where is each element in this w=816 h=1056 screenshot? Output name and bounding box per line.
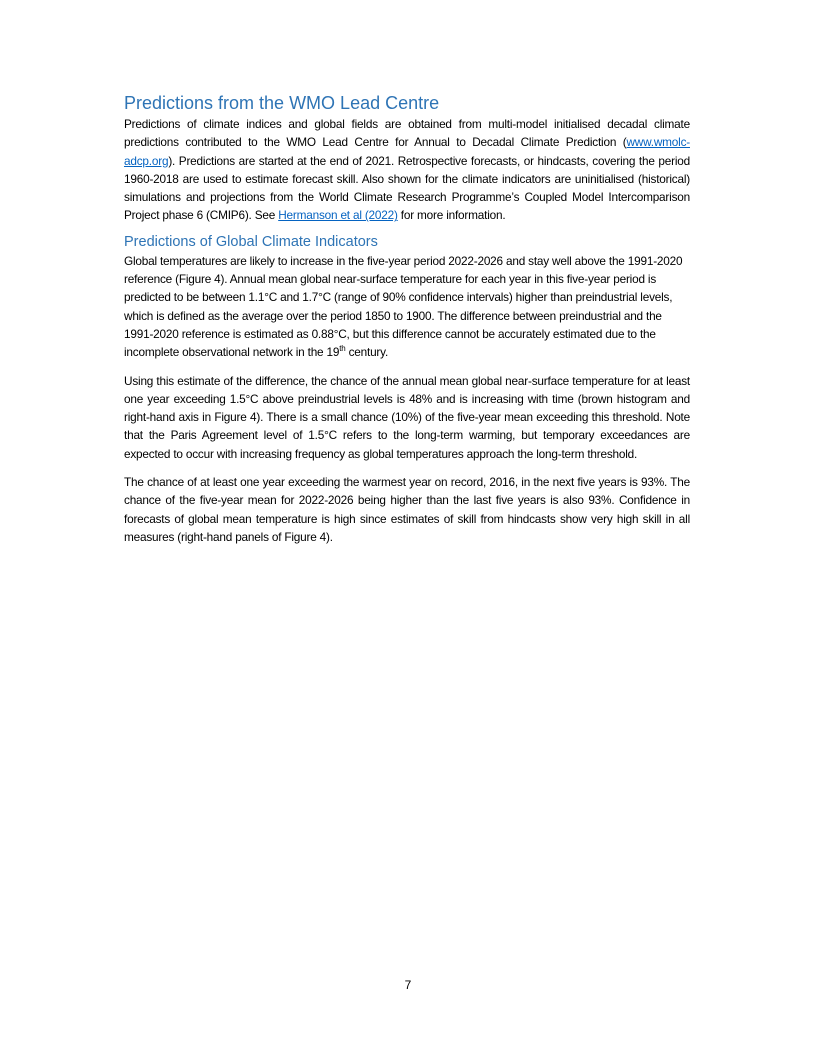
superscript-th: th [339, 344, 346, 354]
intro-paragraph [124, 115, 690, 225]
document-body [124, 92, 690, 546]
temperature-text-b: century. [345, 345, 389, 360]
section-title: Predictions from the WMO Lead Centre [124, 93, 440, 113]
intro-text-a: Predictions of climate indices and global fields are obtained from multi-model initialised decadal climate predictions contributed to the WMO Lead Centre for Annual to Decadal Climate Prediction ( [124, 117, 690, 150]
temperature-paragraph [124, 252, 690, 362]
intro-text-b: ). Predictions are started at the end of 2021. Retrospective forecasts, or hindcasts, covering the period 1960-2018 are used to estimate forecast skill. Also shown for the climate indicators are uninitialised (historical) simulations and projections from the World Climate Research Programme’s Coupled Model Intercomparison Project phase 6 (CMIP6). See [124, 153, 690, 223]
temperature-text-a: Global temperatures are likely to increase in the five-year period 2022-2026 and stay well above the 1991-2020 reference (Figure 4). Annual mean global near-surface temperature for each year in this five-year period is predicted to be between 1.1°C and 1.7°C (range of 90% confidence intervals) higher than preindustrial levels, which is defined as the average over the period 1850 to 1900. The difference between preindustrial and the 1991-2020 reference is estimated as 0.88°C, but this difference cannot be accurately estimated due to the incomplete observational network in the 19 [124, 253, 683, 360]
record-paragraph: The chance of at least one year exceeding the warmest year on record, 2016, in the next five years is 93%. The chance of the five-year mean for 2022-2026 being higher than the last five years is also 93%. Confidence in forecasts of global mean temperature is high since estimates of skill from hindcasts show very high skill in all measures (right-hand panels of Figure 4). [124, 475, 690, 544]
intro-text-c: for more information. [397, 208, 506, 223]
page-number: 7 [404, 978, 412, 992]
threshold-paragraph: Using this estimate of the difference, the chance of the annual mean global near-surface temperature for at least one year exceeding 1.5°C above preindustrial levels is 48% and is increasing with time (brown histogram and right-hand axis in Figure 4). There is a small chance (10%) of the five-year mean exceeding this threshold. Note that the Paris Agreement level of 1.5°C refers to the long-term warming, but temporary exceedances are expected to occur with increasing frequency as global temperatures approach the long-term threshold. [124, 373, 690, 461]
subsection-title: Predictions of Global Climate Indicators [124, 233, 378, 250]
wmolc-link[interactable]: www.wmolc-adcp.org [124, 135, 690, 168]
hermanson-reference-link[interactable]: Hermanson et al (2022) [278, 208, 398, 223]
